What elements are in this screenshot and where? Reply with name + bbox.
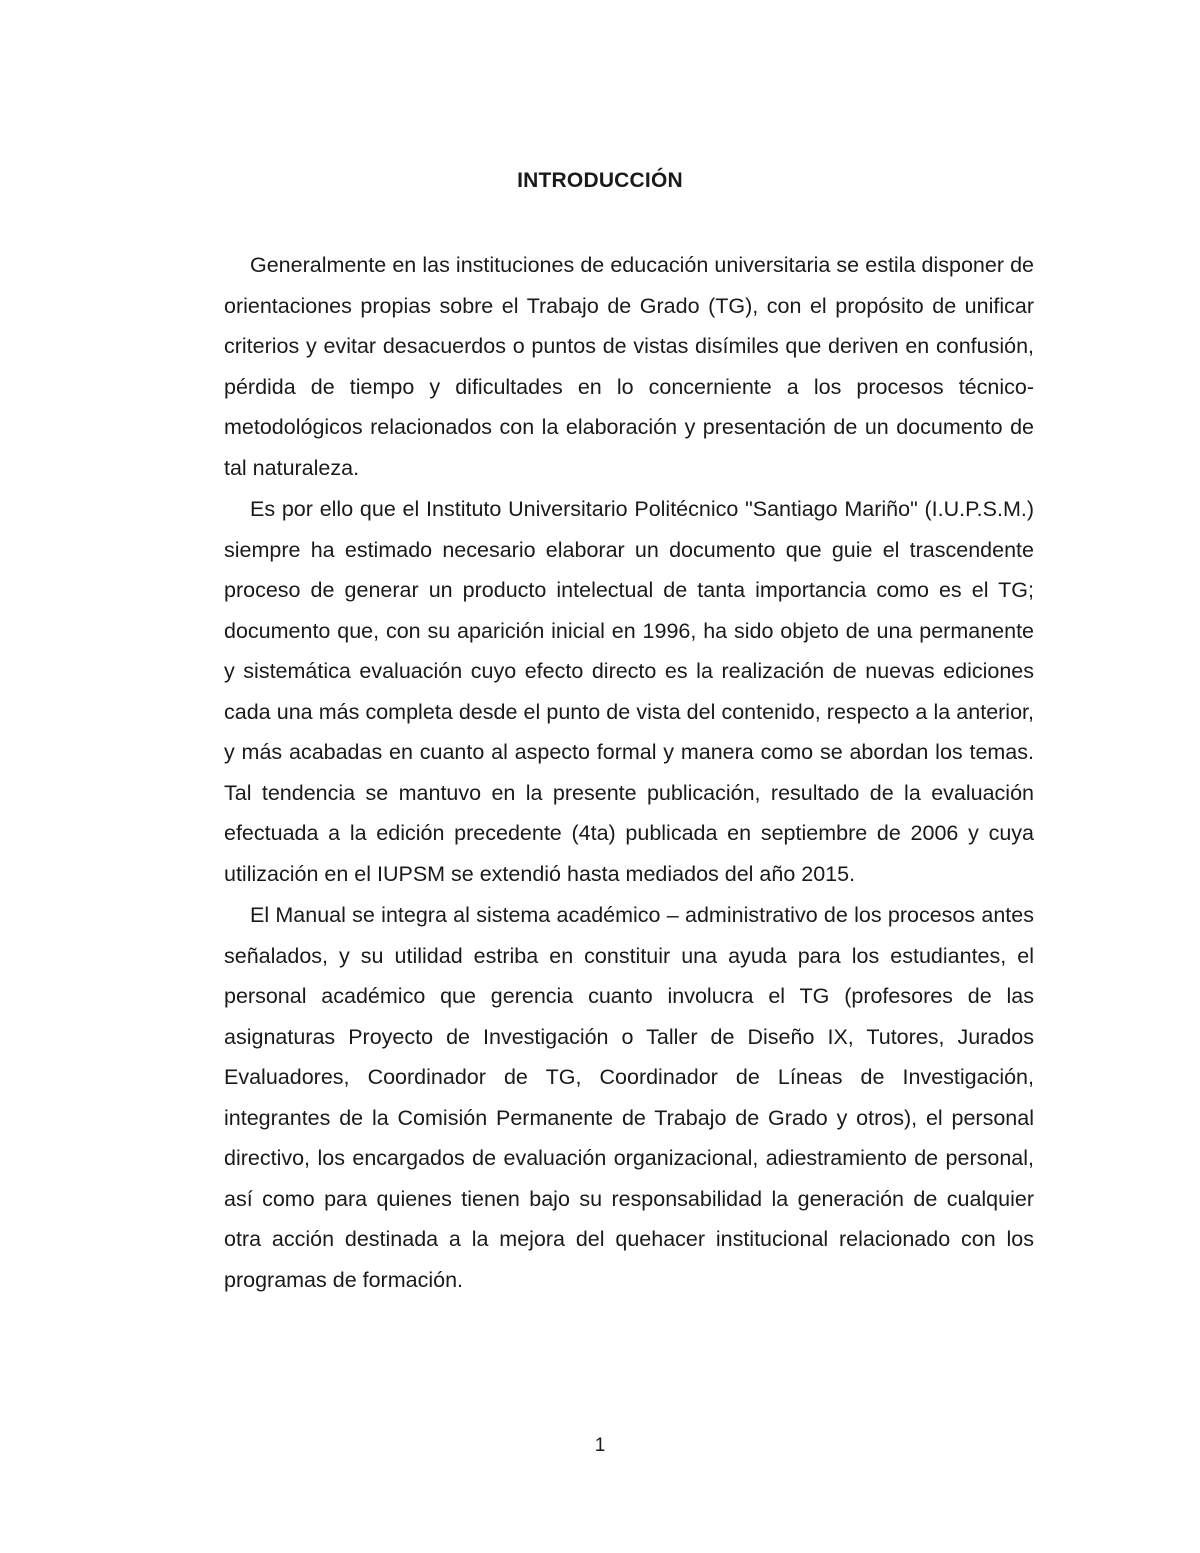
document-body <box>224 245 1034 1301</box>
paragraph-1: Generalmente en las instituciones de educación universitaria se estila disponer de orientaciones propias sobre el Trabajo de Grado (TG), con el propósito de unificar criterios y evitar desacuerdos o puntos de vistas disímiles que deriven en confusión, pérdida de tiempo y dificultades en lo concerniente a los procesos técnico-metodológicos relacionados con la elaboración y presentación de un documento de tal naturaleza. <box>224 253 1034 480</box>
paragraph-3: El Manual se integra al sistema académico – administrativo de los procesos antes señalados, y su utilidad estriba en constituir una ayuda para los estudiantes, el personal académico que gerencia cuanto involucra el TG (profesores de las asignaturas Proyecto de Investigación o Taller de Diseño IX, Tutores, Jurados Evaluadores, Coordinador de TG, Coordinador de Líneas de Investigación, integrantes de la Comisión Permanente de Trabajo de Grado y otros), el personal directivo, los encargados de evaluación organizacional, adiestramiento de personal, así como para quienes tienen bajo su responsabilidad la generación de cualquier otra acción destinada a la mejora del quehacer institucional relacionado con los programas de formación. <box>224 903 1034 1292</box>
paragraph-2: Es por ello que el Instituto Universitario Politécnico "Santiago Mariño" (I.U.P.S.M.) siempre ha estimado necesario elaborar un documento que guie el trascendente proceso de generar un producto intelectual de tanta importancia como es el TG; documento que, con su aparición inicial en 1996, ha sido objeto de una permanente y sistemática evaluación cuyo efecto directo es la realización de nuevas ediciones cada una más completa desde el punto de vista del contenido, respecto a la anterior, y más acabadas en cuanto al aspecto formal y manera como se abordan los temas. Tal tendencia se mantuvo en la presente publicación, resultado de la evaluación efectuada a la edición precedente (4ta) publicada en septiembre de 2006 y cuya utilización en el IUPSM se extendió hasta mediados del año 2015. <box>224 497 1034 886</box>
page-title: INTRODUCCIÓN <box>517 169 683 192</box>
page-number: 1 <box>594 1435 606 1456</box>
